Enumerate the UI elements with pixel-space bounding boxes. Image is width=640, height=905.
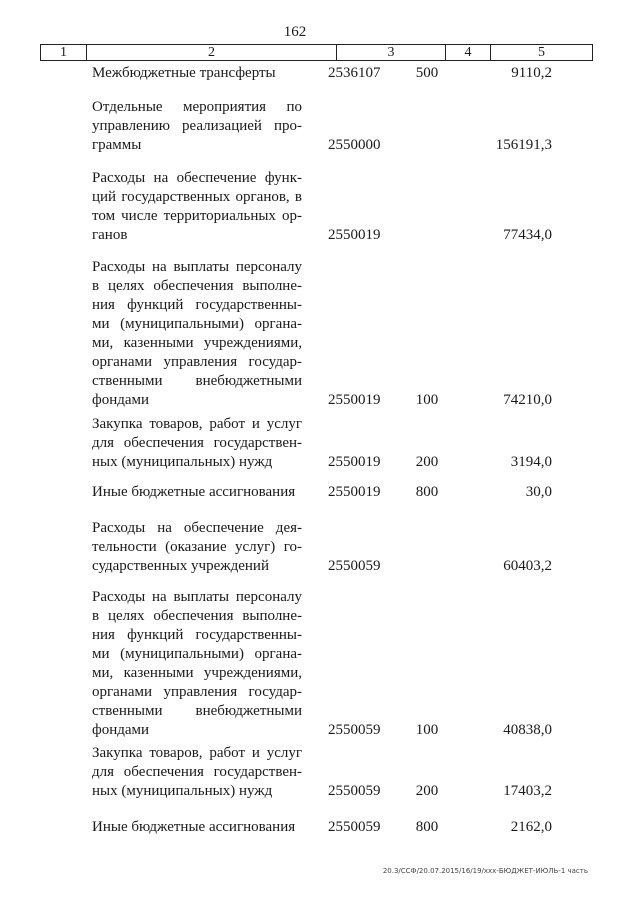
row-description-line: ственными внебюджетными — [92, 373, 302, 389]
table-row — [0, 483, 640, 502]
row-description-line: в целях обеспечения выполне- — [92, 278, 302, 294]
row-amount: 3194,0 — [510, 454, 552, 470]
page-number: 162 — [283, 24, 307, 40]
row-description-line: ций государственных органов, в — [92, 189, 302, 205]
row-description-line: сударственных учреждений — [92, 558, 269, 574]
row-description — [92, 64, 302, 83]
row-code: 2550019 — [328, 227, 381, 243]
row-expense-type: 100 — [415, 722, 439, 738]
row-description-line: ных (муниципальных) нужд — [92, 454, 273, 470]
row-description — [92, 519, 302, 576]
row-amount: 17403,2 — [503, 783, 552, 799]
row-amount: 9110,2 — [511, 65, 552, 81]
row-description — [92, 483, 302, 502]
row-amount: 77434,0 — [503, 227, 552, 243]
table-row — [0, 64, 640, 83]
row-code: 2550059 — [328, 819, 381, 835]
table-row — [0, 519, 640, 576]
table-header — [40, 44, 593, 61]
row-description-line: том числе территориальных ор- — [92, 208, 302, 224]
row-description-line: Отдельные мероприятия по — [92, 99, 302, 115]
row-description-line: ния функций государственны- — [92, 627, 302, 643]
row-expense-type: 200 — [415, 783, 439, 799]
row-description-line: ми, казенными учреждениями, — [92, 665, 302, 681]
row-description-line: органами управления государ- — [92, 354, 302, 370]
row-description-line: Расходы на выплаты персоналу — [92, 589, 302, 605]
row-code: 2550019 — [328, 392, 381, 408]
row-description-line: органами управления государ- — [92, 684, 302, 700]
table-row — [0, 588, 640, 740]
row-code: 2550059 — [328, 783, 381, 799]
row-description — [92, 169, 302, 245]
row-amount: 156191,3 — [495, 137, 552, 153]
row-description-line: ми (муниципальными) органа- — [92, 646, 302, 662]
row-description-line: для обеспечения государствен- — [92, 764, 302, 780]
row-amount: 30,0 — [525, 484, 552, 500]
table-row — [0, 258, 640, 410]
row-code: 2550019 — [328, 454, 381, 470]
row-description-line: ственными внебюджетными — [92, 703, 302, 719]
header-col-3: 3 — [337, 45, 446, 60]
table-row — [0, 98, 640, 155]
row-description — [92, 744, 302, 801]
row-description-line: ных (муниципальных) нужд — [92, 783, 273, 799]
header-col-1: 1 — [41, 45, 87, 60]
row-description-line: ми, казенными учреждениями, — [92, 335, 302, 351]
row-description-line: Расходы на обеспечение функ- — [92, 170, 302, 186]
row-description — [92, 98, 302, 155]
row-description-line: тельности (оказание услуг) го- — [92, 539, 302, 555]
row-expense-type: 800 — [415, 484, 439, 500]
row-description-line: в целях обеспечения выполне- — [92, 608, 302, 624]
row-description — [92, 818, 302, 837]
row-description-line: ми (муниципальными) органа- — [92, 316, 302, 332]
row-description-line: Иные бюджетные ассигнования — [92, 819, 296, 835]
row-expense-type: 100 — [415, 392, 439, 408]
header-col-2: 2 — [87, 45, 337, 60]
row-description — [92, 258, 302, 410]
row-code: 2536107 — [328, 65, 381, 81]
table-row — [0, 818, 640, 837]
row-expense-type: 500 — [415, 65, 439, 81]
row-description — [92, 415, 302, 472]
table-row — [0, 744, 640, 801]
row-amount: 2162,0 — [510, 819, 552, 835]
table-row — [0, 169, 640, 245]
row-code: 2550059 — [328, 722, 381, 738]
row-code: 2550019 — [328, 484, 381, 500]
row-amount: 40838,0 — [503, 722, 552, 738]
row-description-line: управлению реализацией про- — [92, 118, 302, 134]
row-description-line: Иные бюджетные ассигнования — [92, 484, 296, 500]
row-description — [92, 588, 302, 740]
row-expense-type: 800 — [415, 819, 439, 835]
row-expense-type: 200 — [415, 454, 439, 470]
row-description-line: Расходы на выплаты персоналу — [92, 259, 302, 275]
row-code: 2550000 — [328, 137, 381, 153]
header-col-5: 5 — [538, 44, 545, 60]
row-description-line: для обеспечения государствен- — [92, 435, 302, 451]
row-code: 2550059 — [328, 558, 381, 574]
table-row — [0, 415, 640, 472]
row-description-line: Межбюджетные трансферты — [92, 65, 276, 81]
row-description-line: Закупка товаров, работ и услуг — [92, 416, 302, 432]
footer-stamp: 20.3/ССФ/20.07.2015/16/19/ххх-БЮДЖЕТ-ИЮЛЬ-1 часть — [382, 867, 588, 875]
row-description-line: фондами — [92, 392, 150, 408]
row-amount: 60403,2 — [503, 558, 552, 574]
row-description-line: ганов — [92, 227, 128, 243]
row-description-line: Закупка товаров, работ и услуг — [92, 745, 302, 761]
row-amount: 74210,0 — [503, 392, 552, 408]
header-col-4: 4 — [446, 45, 491, 60]
row-description-line: Расходы на обеспечение дея- — [92, 520, 302, 536]
row-description-line: ния функций государственны- — [92, 297, 302, 313]
row-description-line: фондами — [92, 722, 150, 738]
row-description-line: граммы — [92, 137, 142, 153]
